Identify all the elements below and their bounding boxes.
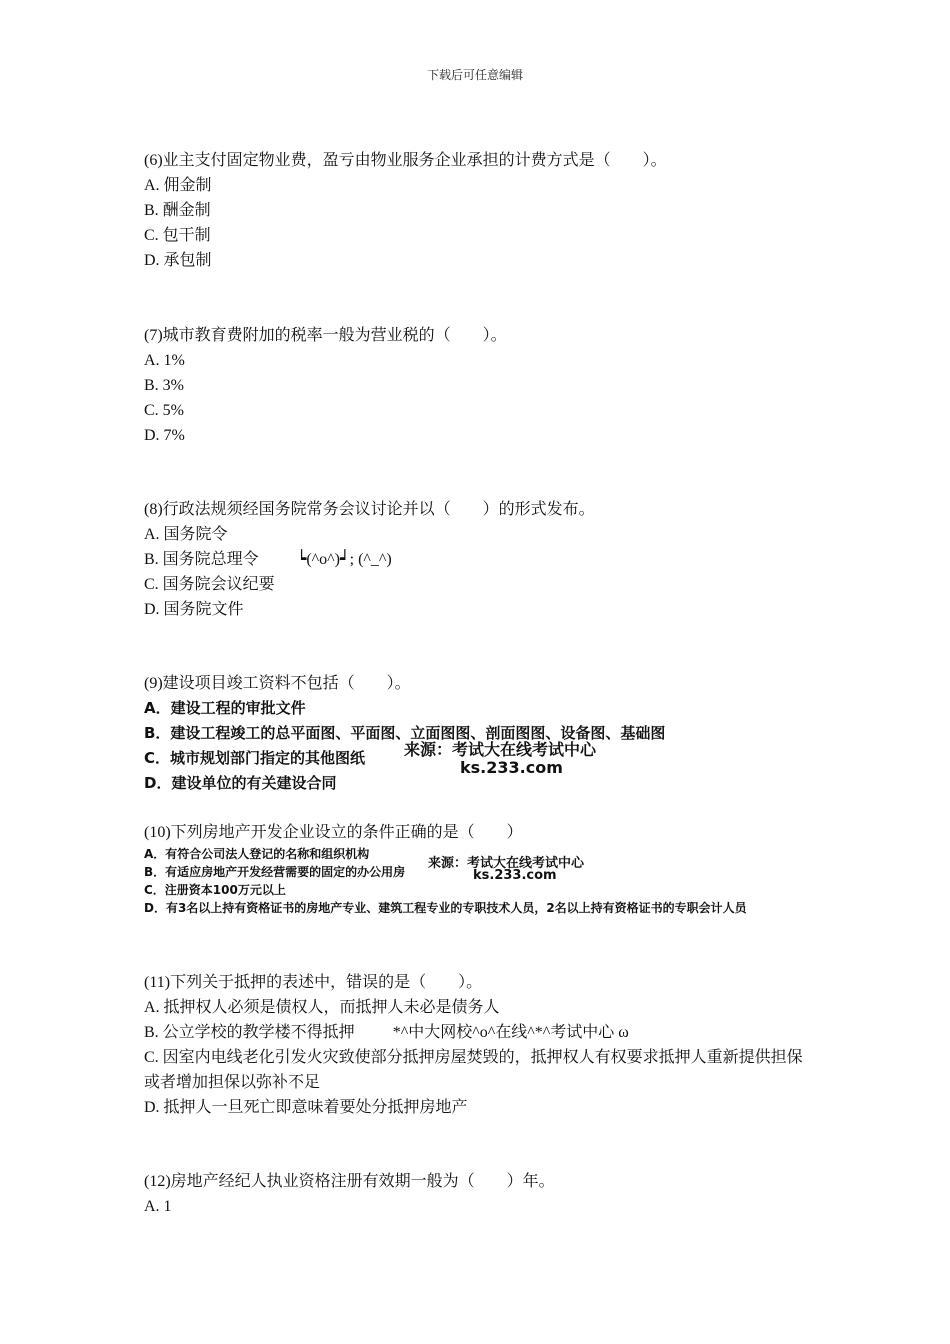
- option-a: A．建设工程的审批文件: [144, 699, 306, 717]
- question-6: [144, 148, 814, 273]
- question-11: [144, 970, 814, 1120]
- option-d: D．有3名以上持有资格证书的房地产专业、建筑工程专业的专职技术人员，2名以上持有资格证书的专职会计人员: [144, 901, 747, 915]
- option-c: C. 包干制: [144, 227, 211, 244]
- inline-note: *^中大网校^o^在线^*^考试中心 ω: [392, 1024, 629, 1041]
- option-d: D. 抵押人一旦死亡即意味着要处分抵押房地产: [144, 1099, 468, 1116]
- question-stem: (9)建设项目竣工资料不包括（ ）。: [144, 675, 411, 692]
- question-stem: (8)行政法规须经国务院常务会议讨论并以（ ）的形式发布。: [144, 501, 595, 518]
- option-d: D．建设单位的有关建设合同: [144, 774, 337, 792]
- option-c: C. 国务院会议纪要: [144, 576, 275, 593]
- option-c: C．城市规划部门指定的其他图纸: [144, 749, 366, 767]
- watermark-site: ks.233.com: [460, 758, 563, 777]
- question-7: [144, 323, 814, 448]
- page-header: 下载后可任意编辑: [426, 68, 523, 82]
- option-c: C．注册资本100万元以上: [144, 883, 286, 897]
- question-stem: (10)下列房地产开发企业设立的条件正确的是（ ）: [144, 824, 523, 841]
- option-a: A．有符合公司法人登记的名称和组织机构: [144, 847, 370, 861]
- option-d: D. 7%: [144, 427, 185, 444]
- watermark-source: 来源：考试大在线考试中心: [428, 856, 585, 871]
- option-c: C. 因室内电线老化引发火灾致使部分抵押房屋焚毁的，抵押权人有权要求抵押人重新提供担保或者增加担保以弥补不足: [144, 1049, 803, 1091]
- option-b: B．有适应房地产开发经营需要的固定的办公用房: [144, 865, 406, 879]
- option-c: C. 5%: [144, 402, 184, 419]
- option-b-row: [144, 1020, 814, 1045]
- option-a: A. 1%: [144, 352, 185, 369]
- watermark-site: ks.233.com: [473, 868, 557, 883]
- option-b: B. 酬金制: [144, 202, 211, 219]
- option-b: B．建设工程竣工的总平面图、平面图、立面图图、剖面图图、设备图、基础图: [144, 724, 666, 742]
- question-stem: (11)下列关于抵押的表述中，错误的是（ ）。: [144, 974, 483, 991]
- question-stem: (6)业主支付固定物业费，盈亏由物业服务企业承担的计费方式是（ ）。: [144, 152, 667, 169]
- question-stem: (12)房地产经纪人执业资格注册有效期一般为（ ）年。: [144, 1173, 555, 1190]
- watermark-source: 来源：考试大在线考试中心: [404, 740, 597, 759]
- option-b: B. 国务院总理令: [144, 551, 259, 568]
- option-a: A. 抵押权人必须是债权人，而抵押人未必是债务人: [144, 999, 500, 1016]
- option-a: A. 1: [144, 1198, 172, 1215]
- option-d: D. 承包制: [144, 252, 212, 269]
- option-a: A. 国务院令: [144, 526, 228, 543]
- option-a: A. 佣金制: [144, 177, 212, 194]
- question-8: [144, 497, 814, 622]
- question-stem: (7)城市教育费附加的税率一般为营业税的（ ）。: [144, 327, 507, 344]
- option-b-row: [144, 547, 814, 572]
- option-d: D. 国务院文件: [144, 601, 244, 618]
- option-b: B. 公立学校的教学楼不得抵押: [144, 1024, 355, 1041]
- question-9: [144, 671, 814, 796]
- option-b: B. 3%: [144, 377, 184, 394]
- question-12: [144, 1169, 814, 1219]
- emoticon-note: ┕(^o^)┙; (^_^): [296, 551, 392, 568]
